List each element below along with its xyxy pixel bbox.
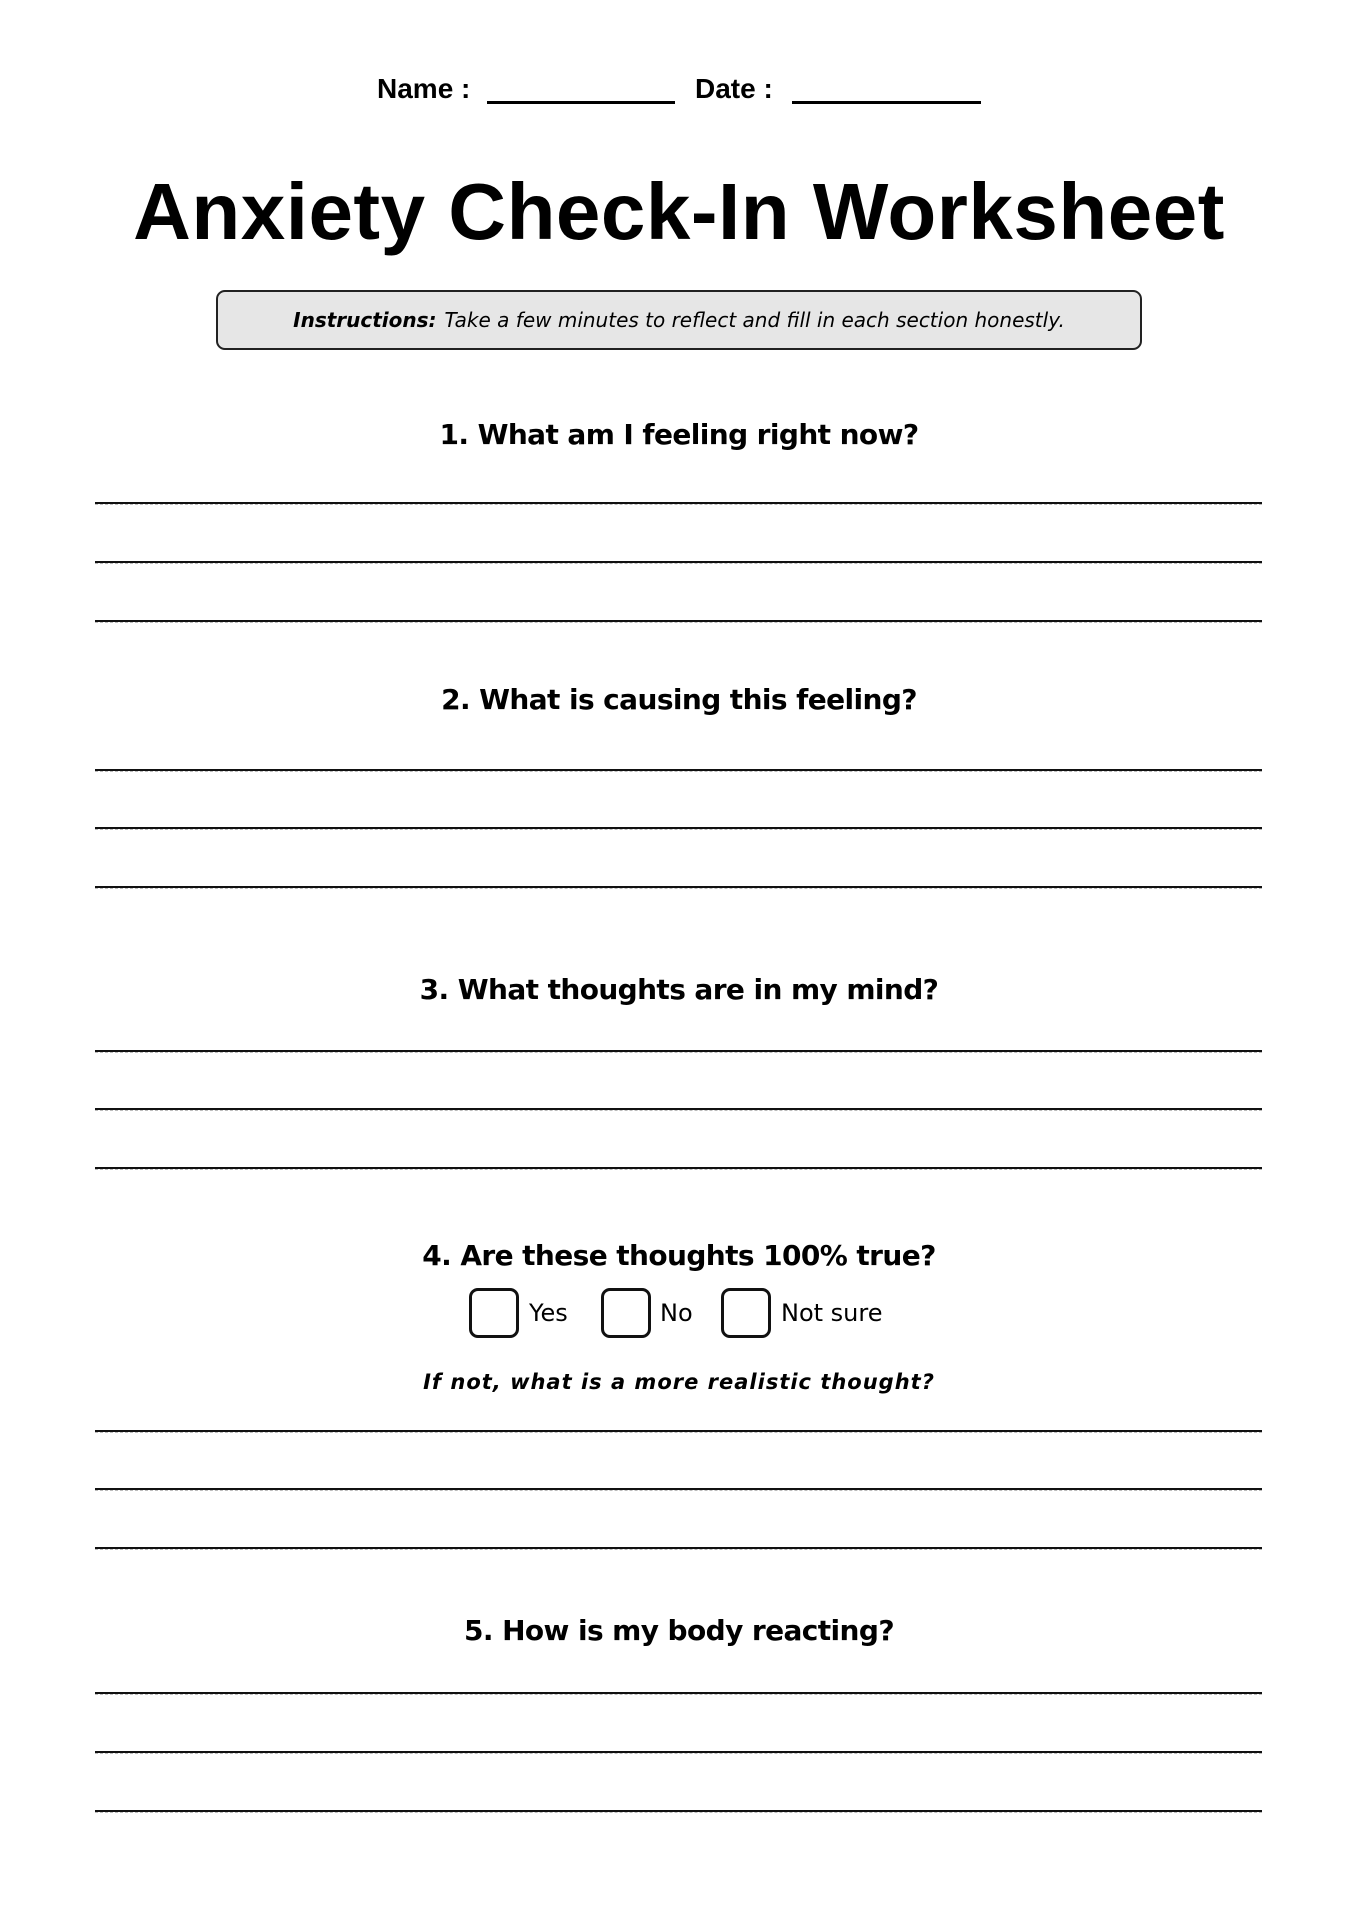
section-5-line-2[interactable] (95, 1751, 1262, 1754)
section-2-line-1[interactable] (95, 769, 1262, 772)
section-1-line-1[interactable] (95, 502, 1262, 505)
section-2-line-3[interactable] (95, 886, 1262, 889)
checkbox-no[interactable] (601, 1288, 651, 1338)
section-3-line-2[interactable] (95, 1108, 1262, 1111)
instructions-label: Instructions: (293, 308, 437, 332)
section-3-heading: 3. What thoughts are in my mind? (419, 973, 939, 1006)
section-1-heading: 1. What am I feeling right now? (439, 418, 919, 451)
name-label: Name : (377, 73, 471, 104)
checkbox-not-sure[interactable] (721, 1288, 771, 1338)
section-1-line-2[interactable] (95, 561, 1262, 564)
section-3-line-3[interactable] (95, 1167, 1262, 1170)
page-title: Anxiety Check-In Worksheet (133, 167, 1225, 256)
option-no-label: No (660, 1299, 693, 1327)
section-4-prompt: If not, what is a more realistic thought? (423, 1370, 935, 1394)
section-3-line-1[interactable] (95, 1050, 1262, 1053)
section-2-heading: 2. What is causing this feeling? (441, 683, 917, 716)
option-yes-label: Yes (529, 1299, 568, 1327)
section-1-line-3[interactable] (95, 620, 1262, 623)
checkbox-yes[interactable] (469, 1288, 519, 1338)
date-label: Date : (695, 73, 773, 104)
section-4-line-1[interactable] (95, 1430, 1262, 1433)
instructions-text: Take a few minutes to reflect and fill in each section honestly. (444, 308, 1065, 332)
name-field[interactable] (487, 101, 675, 104)
section-4-heading: 4. Are these thoughts 100% true? (422, 1239, 936, 1272)
section-5-line-3[interactable] (95, 1810, 1262, 1813)
option-not-sure-label: Not sure (781, 1299, 883, 1327)
instructions-box (216, 290, 1142, 350)
section-5-line-1[interactable] (95, 1692, 1262, 1695)
section-2-line-2[interactable] (95, 827, 1262, 830)
section-4-line-3[interactable] (95, 1547, 1262, 1550)
date-field[interactable] (792, 101, 981, 104)
section-5-heading: 5. How is my body reacting? (464, 1614, 894, 1647)
section-4-line-2[interactable] (95, 1488, 1262, 1491)
